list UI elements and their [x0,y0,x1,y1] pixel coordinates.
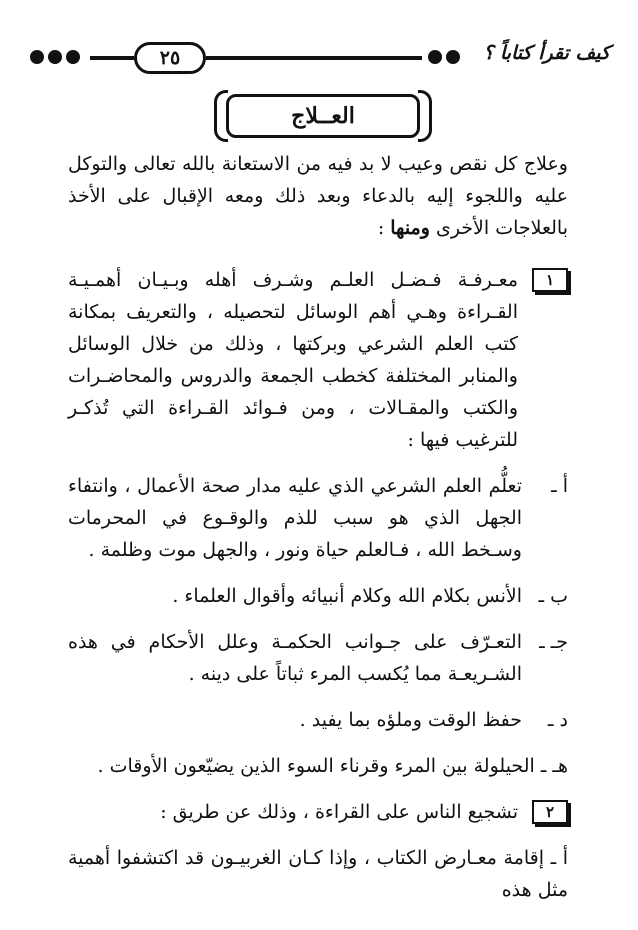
page-body [68,148,568,906]
numbered-item [68,264,568,456]
page-header [30,32,610,82]
header-rule [90,56,134,60]
header-rule [206,56,422,60]
sub-item-text: التعـرّف على جـوانب الحكمـة وعلل الأحكام في هذه الشـريعـة مما يُكسب المرء ثباتاً على دينه . [68,631,522,685]
ornament-dot [66,50,80,64]
item-number-box: ٢ [532,800,568,824]
sub-item [68,704,568,736]
intro-paragraph [68,148,568,244]
intro-text: وعلاج كل نقص وعيب لا بد فيه من الاستعانة بالله تعالى والتوكل عليه واللجوء إليه بالدعاء وبعد ذلك ومعه الإقبال على الأخذ بالعلاجات الأخرى [68,153,568,239]
sub-item [68,470,568,566]
intro-bold-word: ومنها [390,217,430,239]
sub-item-letter: ب ـ [538,585,568,607]
sub-item-text: حفظ الوقت وملؤه بما يفيد . [299,709,522,731]
sub-item-text: تعلُّم العلم الشرعي الذي عليه مدار صحة الأعمال ، وانتفاء الجهل الذي هو سبب للذم والوقـوع في المحرمات وسـخط الله ، فـالعلم حياة ونور ، والجهل موت وظلمة . [68,475,522,561]
sub-item-text: الأنس بكلام الله وكلام أنبيائه وأقوال العلماء . [172,585,522,607]
numbered-item [68,796,568,828]
ornament-dot [446,50,460,64]
intro-suffix: : [377,217,391,239]
sub-item-letter: د ـ [547,709,568,731]
page-number: ٢٥ [134,42,206,74]
section-title: العــلاج [226,94,420,138]
item-number-box: ١ [532,268,568,292]
badge-bracket [418,90,432,142]
item-text: تشجيع الناس على القراءة ، وذلك عن طريق : [160,801,518,823]
item-text: معـرفـة فـضـل العلـم وشـرف أهله وبـيـان أهمـيـة القـراءة وهـي أهم الوسائل لتحصيله ، والتعريف بمكانة كتب العلم الشرعي وبركتها ، وذلك من خلال الوسائل والمنابر المختلفة كخطب الجمعة والدروس والمحاضـرات والكتب والمقـالات ، ومن فـوائد القـراءة التي تُذكـر للترغيب فيها : [68,269,518,451]
ornament-dot [48,50,62,64]
ornament-dot [428,50,442,64]
sub-item-letter: أ ـ [551,475,568,497]
ornament-dot [30,50,44,64]
closing-line: هـ ـ الحيلولة بين المرء وقرناء السوء الذين يضيّعون الأوقات . [97,755,568,777]
running-title: كيف تقرأ كتاباً ؟ [483,42,610,64]
continuation-line: أ ـ إقامة معـارض الكتاب ، وإذا كـان الغربيـون قد اكتشفوا أهمية مثل هذه [68,847,568,901]
section-title-badge [214,90,432,142]
sub-item-letter: جـ ـ [539,631,568,653]
sub-item [68,626,568,690]
sub-item [68,580,568,612]
